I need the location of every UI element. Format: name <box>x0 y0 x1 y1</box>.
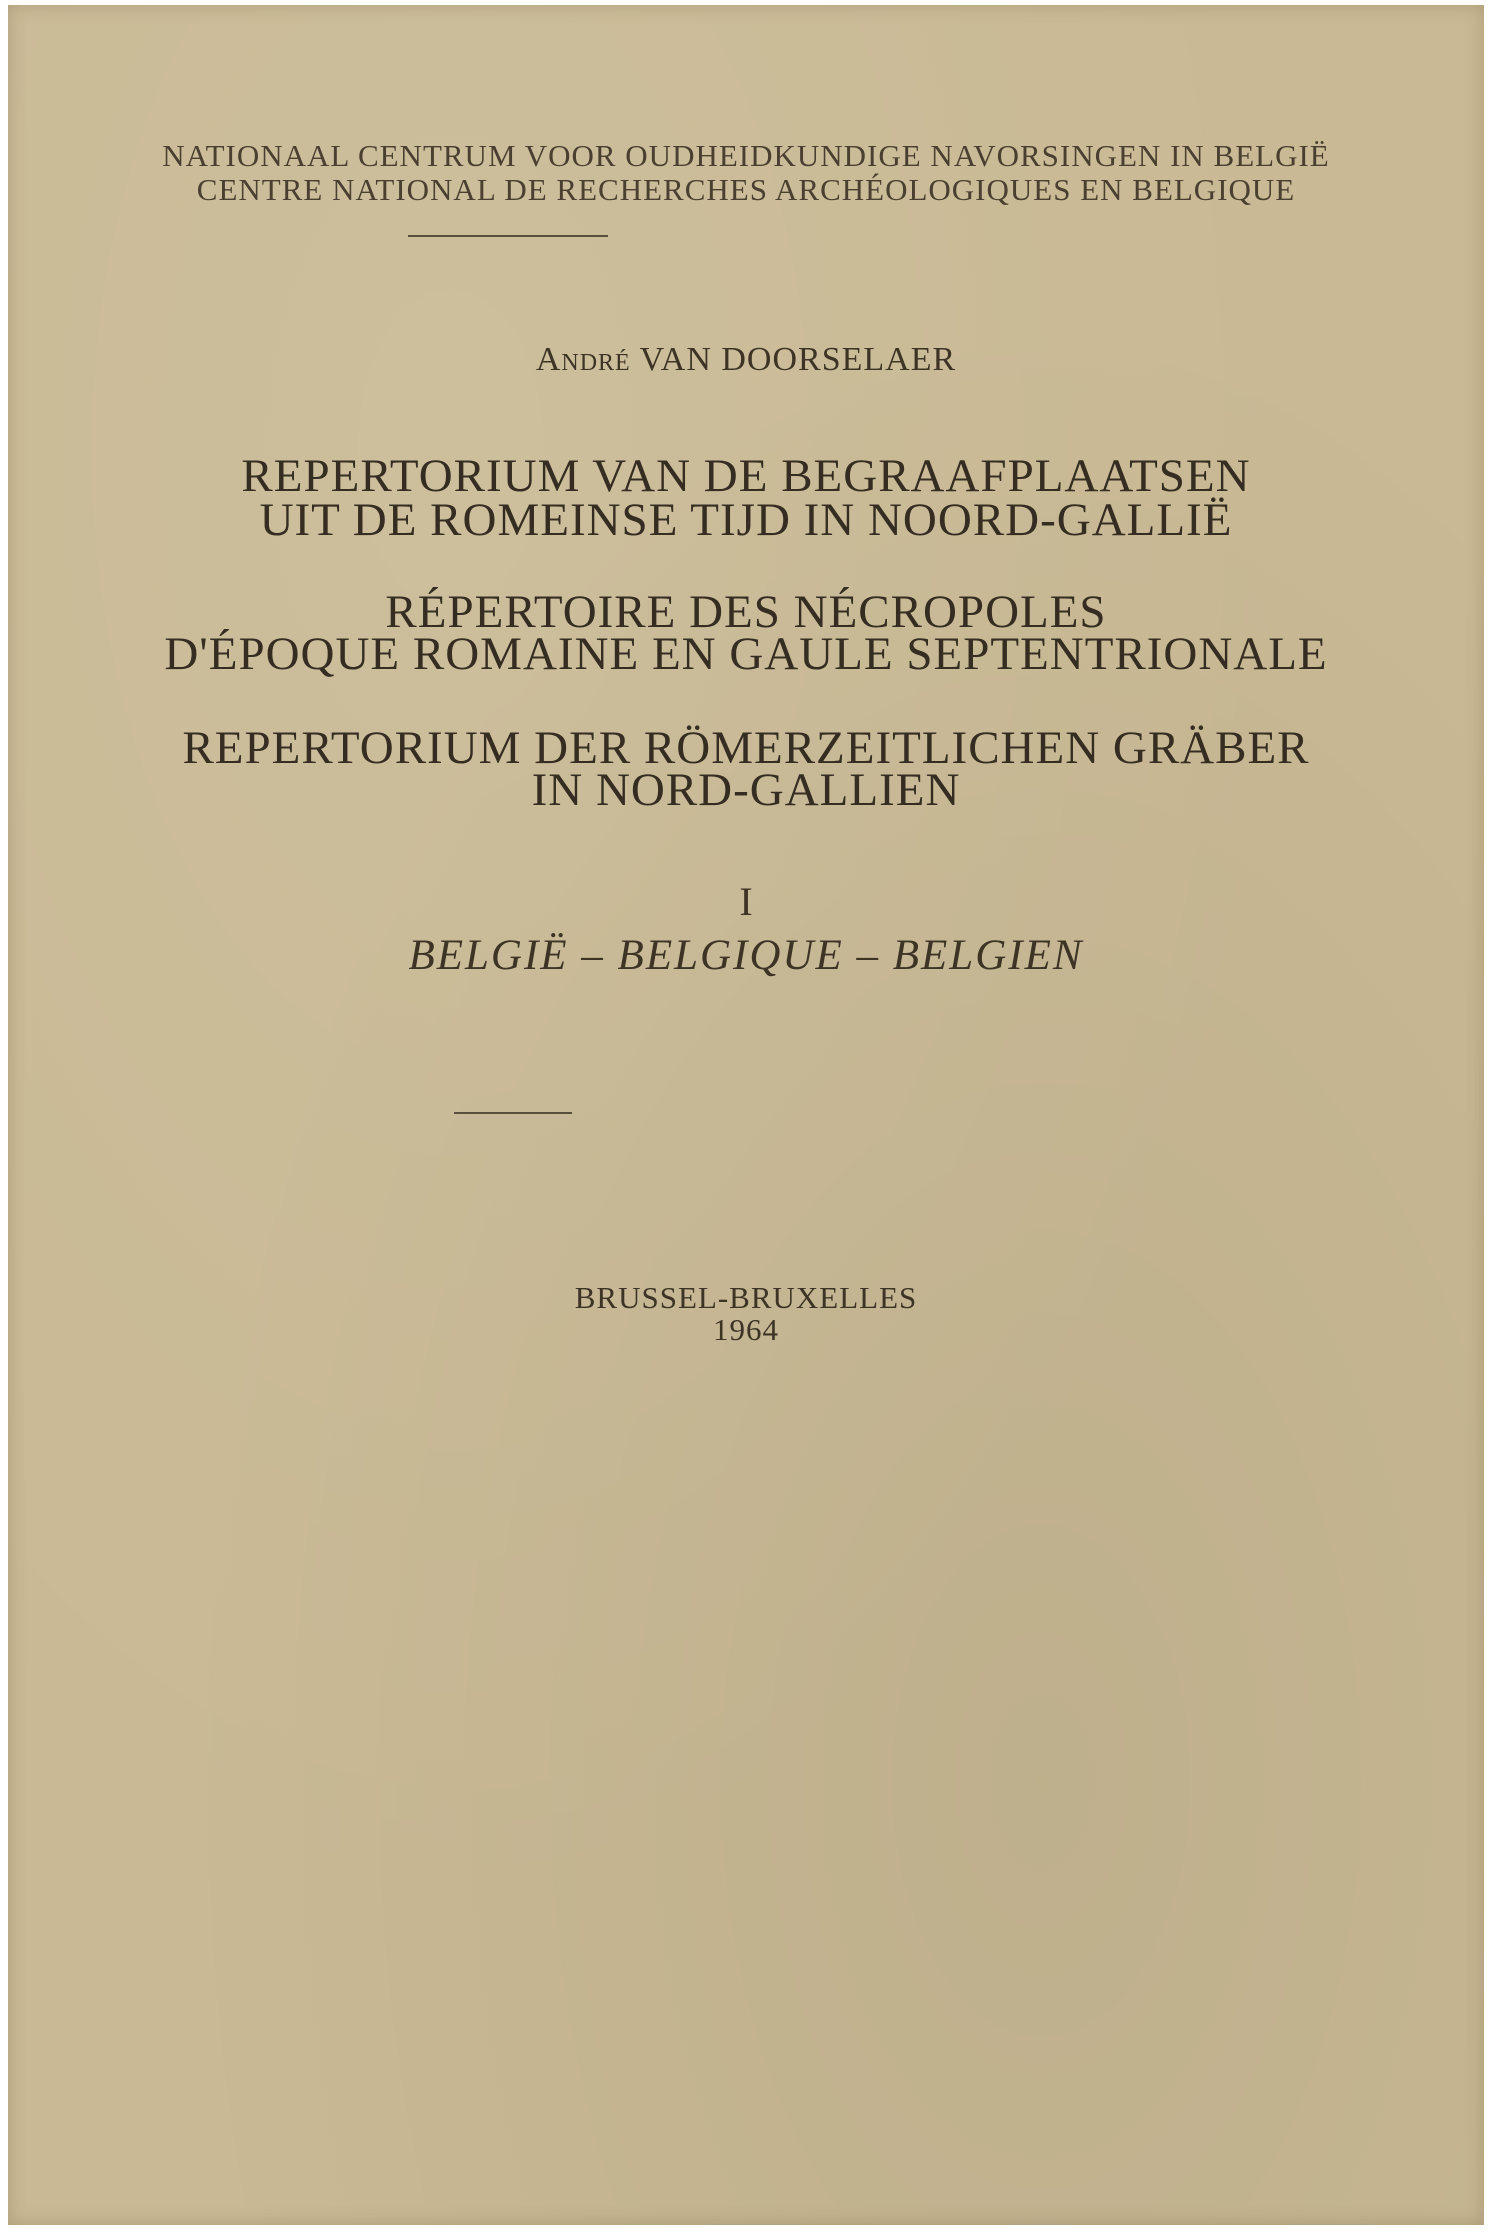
institution-name-dutch: NATIONAAL CENTRUM VOOR OUDHEIDKUNDIGE NAVORSINGEN IN BELGIË <box>162 138 1330 173</box>
bottom-divider <box>454 1112 572 1114</box>
imprint-place: BRUSSEL-BRUXELLES <box>574 1280 918 1315</box>
book-cover <box>8 5 1484 2225</box>
top-divider <box>408 235 608 237</box>
institution-name-french: CENTRE NATIONAL DE RECHERCHES ARCHÉOLOGIQUES EN BELGIQUE <box>196 172 1296 207</box>
author-first-name: André <box>535 341 631 378</box>
title-dutch-line-2: UIT DE ROMEINSE TIJD IN NOORD-GALLIË <box>259 494 1233 546</box>
volume-countries: BELGIË – BELGIQUE – BELGIEN <box>408 932 1084 979</box>
title-french-line-2: D'ÉPOQUE ROMAINE EN GAULE SEPTENTRIONALE <box>164 628 1328 680</box>
author-name <box>8 341 1484 379</box>
imprint-year: 1964 <box>713 1312 779 1347</box>
title-french-line-1: RÉPERTOIRE DES NÉCROPOLES <box>385 586 1107 638</box>
title-german-line-1: REPERTORIUM DER RÖMERZEITLICHEN GRÄBER <box>182 722 1310 774</box>
volume-number: I <box>739 879 753 924</box>
title-dutch-line-1: REPERTORIUM VAN DE BEGRAAFPLAATSEN <box>241 450 1251 502</box>
title-german-line-2: IN NORD-GALLIEN <box>531 764 961 816</box>
author-last-name: VAN DOORSELAER <box>639 341 957 378</box>
